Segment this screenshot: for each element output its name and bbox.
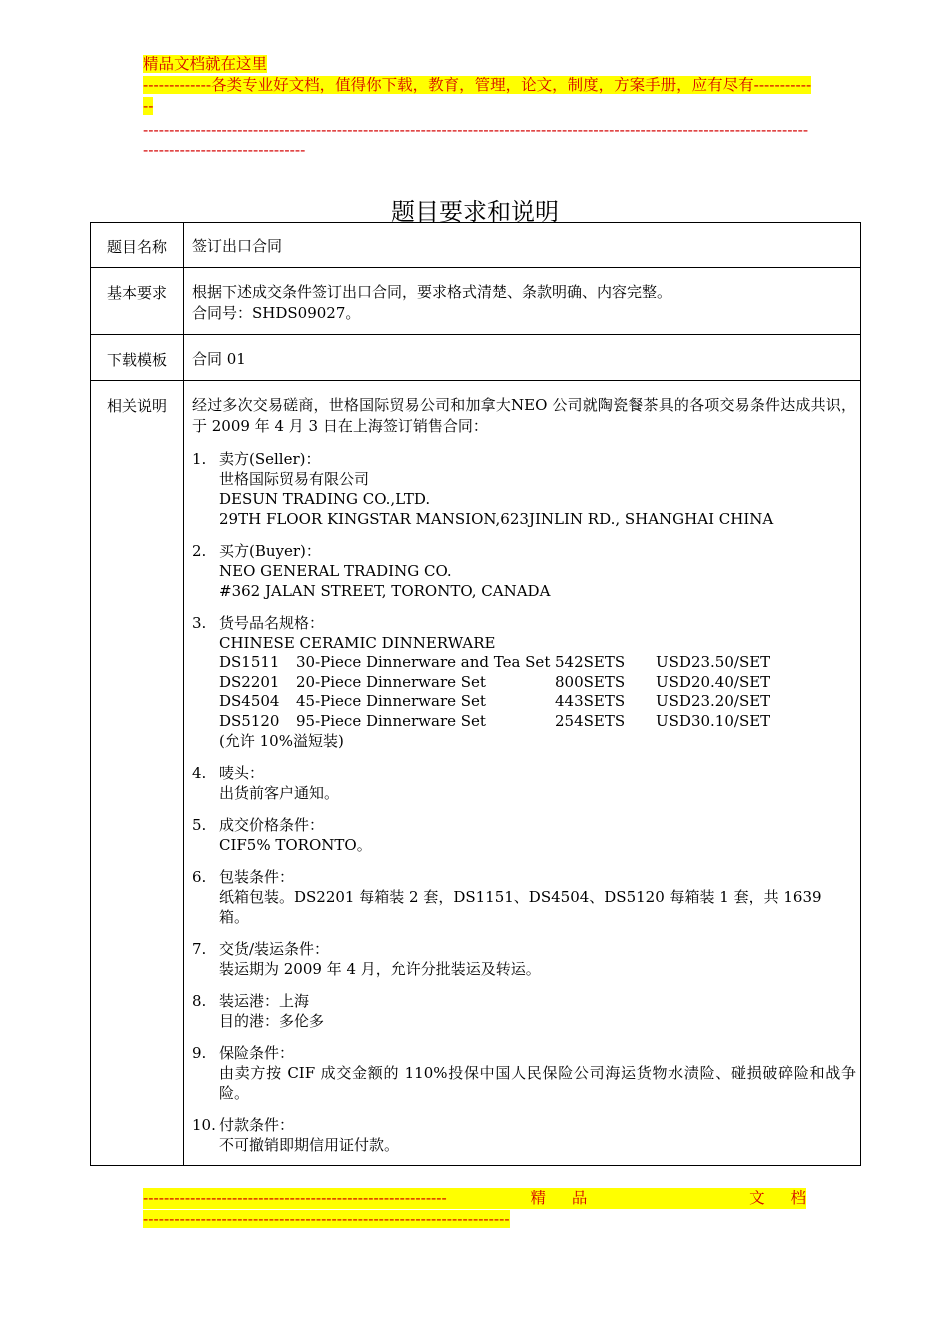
term-line: 成交价格条件： <box>219 816 325 834</box>
term-line: #362 JALAN STREET, TORONTO, CANADA <box>219 582 551 600</box>
tolerance-note: (允许 10%溢短装) <box>219 732 344 750</box>
term-number: 8. <box>192 992 207 1010</box>
term-line: 交货/装运条件： <box>219 940 330 958</box>
term-item <box>192 867 856 927</box>
term-line: 目的港：多伦多 <box>219 1012 325 1030</box>
goods-desc: 30-Piece Dinnerware and Tea Set <box>296 653 551 671</box>
term-body <box>219 1115 856 1155</box>
goods-price: USD30.10/SET <box>656 711 771 730</box>
header-banner <box>143 54 813 117</box>
term-body <box>219 1043 856 1103</box>
goods-code: DS5120 <box>219 711 280 730</box>
term-item <box>192 763 856 803</box>
row-notes <box>91 381 861 1166</box>
row-value <box>184 268 861 335</box>
banner-dash-line: -------------------------------------------------------------------------------------------------------------------------------------------------------------- <box>143 121 809 159</box>
term-body <box>219 939 856 979</box>
term-item <box>192 1115 856 1155</box>
goods-qty: 542SETS <box>555 653 626 671</box>
row-label: 基本要求 <box>91 268 184 335</box>
term-item <box>192 541 856 601</box>
goods-qty: 443SETS <box>555 692 626 710</box>
footer-banner <box>143 1188 806 1230</box>
term-line: CHINESE CERAMIC DINNERWARE <box>219 634 496 652</box>
goods-code: DS2201 <box>219 672 280 691</box>
term-line: 装运港：上海 <box>219 992 310 1010</box>
term-line: 29TH FLOOR KINGSTAR MANSION,623JINLIN RD., SHANGHAI CHINA <box>219 510 774 528</box>
term-number: 5. <box>192 816 207 834</box>
row-value: 签订出口合同 <box>184 223 861 268</box>
term-item <box>192 1043 856 1103</box>
term-line: 保险条件： <box>219 1044 295 1062</box>
term-body <box>219 613 856 751</box>
notes-intro: 经过多次交易磋商，世格国际贸易公司和加拿大NEO 公司就陶瓷餐茶具的各项交易条件达成共识，于 2009 年 4 月 3 日在上海签订销售合同： <box>192 396 856 435</box>
term-body <box>219 815 856 855</box>
term-item <box>192 613 856 751</box>
term-item <box>192 991 856 1031</box>
row-label: 下载模板 <box>91 335 184 381</box>
term-line: 唛头： <box>219 764 265 782</box>
page-title: 题目要求和说明 <box>391 198 559 227</box>
term-number: 2. <box>192 542 207 560</box>
row-template <box>91 335 861 381</box>
footer-char: 精 <box>530 1189 546 1207</box>
term-line: 包装条件： <box>219 868 295 886</box>
term-number: 10. <box>192 1116 216 1134</box>
contract-number: 合同号：SHDS09027。 <box>192 304 361 322</box>
terms-list <box>192 449 856 1155</box>
term-line: 货号品名规格： <box>219 614 325 632</box>
term-line: 出货前客户通知。 <box>219 784 340 802</box>
term-body <box>219 449 856 529</box>
footer-dash: ---------------------------------------------------------- <box>143 1189 447 1207</box>
term-line: 卖方(Seller)： <box>219 450 321 468</box>
term-line: 世格国际贸易有限公司 <box>219 470 370 488</box>
banner-slogan: -------------各类专业好文档，值得你下载，教育，管理，论文，制度，方案手册，应有尽有------------- <box>143 76 812 115</box>
term-number: 7. <box>192 940 207 958</box>
goods-price: USD23.50/SET <box>656 653 771 671</box>
term-body <box>219 763 856 803</box>
goods-code: DS4504 <box>219 692 280 710</box>
term-item <box>192 815 856 855</box>
term-line: 纸箱包装。DS2201 每箱装 2 套，DS1151、DS4504、DS5120 每箱装 1 套，共 1639 箱。 <box>219 888 822 926</box>
row-name <box>91 223 861 268</box>
notes-content <box>184 381 861 1166</box>
row-label: 题目名称 <box>91 223 184 268</box>
footer-char: 品 <box>571 1189 588 1207</box>
goods-price: USD23.20/SET <box>656 692 771 710</box>
term-item <box>192 939 856 979</box>
footer-line <box>143 1188 806 1209</box>
goods-table <box>219 653 856 731</box>
term-line: 由卖方按 CIF 成交金额的 110%投保中国人民保险公司海运货物水渍险、碰损破碎险和战争险。 <box>219 1064 856 1102</box>
term-line: 装运期为 2009 年 4 月，允许分批装运及转运。 <box>219 960 541 978</box>
footer-char: 文 <box>749 1189 765 1207</box>
term-number: 6. <box>192 868 207 886</box>
term-line: CIF5% TORONTO。 <box>219 836 372 854</box>
goods-desc: 20-Piece Dinnerware Set <box>296 672 486 691</box>
banner-title: 精品文档就在这里 <box>143 55 268 73</box>
term-line: 不可撤销即期信用证付款。 <box>219 1136 400 1154</box>
term-line: 买方(Buyer)： <box>219 542 321 560</box>
term-number: 1. <box>192 450 207 468</box>
row-basic <box>91 268 861 335</box>
term-number: 4. <box>192 764 207 782</box>
term-item <box>192 449 856 529</box>
goods-price: USD20.40/SET <box>656 672 771 691</box>
basic-line: 根据下述成交条件签订出口合同，要求格式清楚、条款明确、内容完整。 <box>192 283 673 301</box>
row-label: 相关说明 <box>91 381 184 1166</box>
goods-desc: 95-Piece Dinnerware Set <box>296 711 486 730</box>
goods-qty: 254SETS <box>555 711 626 730</box>
term-body <box>219 541 856 601</box>
footer-dash-line: ---------------------------------------------------------------------- <box>143 1210 510 1228</box>
footer-char: 档 <box>790 1189 806 1207</box>
goods-code: DS1511 <box>219 653 280 671</box>
term-body <box>219 867 856 927</box>
term-line: DESUN TRADING CO.,LTD. <box>219 490 431 508</box>
template-link[interactable]: 合同 01 <box>184 335 861 381</box>
goods-desc: 45-Piece Dinnerware Set <box>296 692 486 710</box>
term-number: 9. <box>192 1044 207 1062</box>
term-number: 3. <box>192 614 207 632</box>
term-line: NEO GENERAL TRADING CO. <box>219 562 452 580</box>
requirements-table <box>90 222 861 1166</box>
goods-qty: 800SETS <box>555 672 626 691</box>
term-line: 付款条件： <box>219 1116 295 1134</box>
term-body <box>219 991 856 1031</box>
